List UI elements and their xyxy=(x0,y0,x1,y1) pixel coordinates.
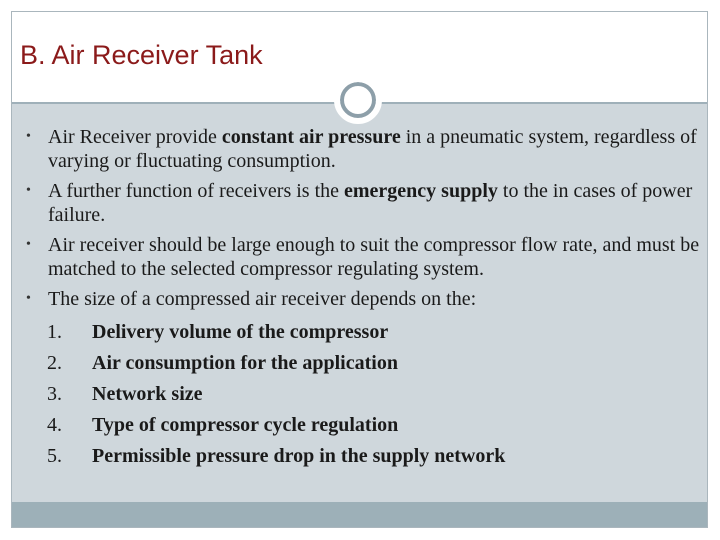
bullet-text-bold: constant air pressure xyxy=(221,126,401,148)
numbered-item xyxy=(22,410,702,441)
bullet-text: Air receiver should be large enough to suit the compressor flow rate, and must be matched to the selected compressor regulating system. xyxy=(48,234,700,280)
bullet-text: The size of a compressed air receiver depends on the: xyxy=(48,288,477,310)
item-text: Network size xyxy=(92,383,203,405)
numbered-item xyxy=(22,348,702,379)
item-text: Delivery volume of the compressor xyxy=(92,321,389,343)
item-text: Type of compressor cycle regulation xyxy=(92,414,399,436)
bullet-icon: • xyxy=(26,237,31,252)
numbered-list xyxy=(22,317,702,472)
slide xyxy=(11,11,708,528)
bullet-icon: • xyxy=(26,183,31,198)
bullet-list xyxy=(22,125,702,311)
bullet-text-post: in a pneumatic system, regardless of varying or fluctuating consumption. xyxy=(48,126,697,172)
slide-title: B. Air Receiver Tank xyxy=(20,40,263,70)
bullet-item xyxy=(22,233,702,281)
bullet-text-pre: Air Receiver provide xyxy=(48,126,222,148)
item-number: 2. xyxy=(47,352,62,374)
bullet-icon: • xyxy=(26,129,31,144)
bullet-text-bold: emergency supply xyxy=(344,180,498,202)
numbered-item xyxy=(22,379,702,410)
bullet-icon: • xyxy=(26,291,31,306)
numbered-item xyxy=(22,441,702,472)
bullet-text-post: to the in cases of power failure. xyxy=(48,180,693,226)
numbered-item xyxy=(22,317,702,348)
item-number: 3. xyxy=(47,383,62,405)
bullet-item xyxy=(22,287,702,311)
footer-band xyxy=(12,502,707,527)
bullet-text-pre: A further function of receivers is the xyxy=(48,180,345,202)
item-text: Air consumption for the application xyxy=(92,352,398,374)
bullet-item xyxy=(22,179,702,227)
item-number: 1. xyxy=(47,321,62,343)
item-text: Permissible pressure drop in the supply network xyxy=(92,445,506,467)
item-number: 4. xyxy=(47,414,62,436)
bullet-item xyxy=(22,125,702,173)
item-number: 5. xyxy=(47,445,62,467)
circle-ornament-icon xyxy=(340,82,376,118)
slide-body xyxy=(22,125,702,472)
